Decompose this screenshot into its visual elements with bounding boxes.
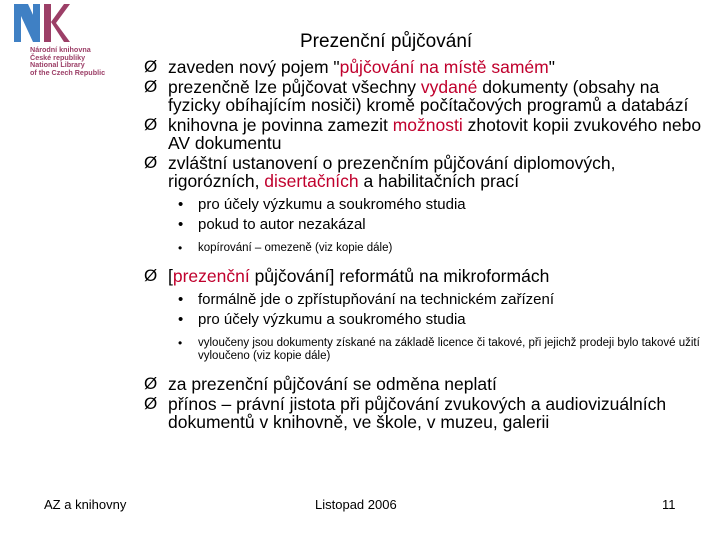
arrow-bullet-icon: Ø: [144, 394, 158, 413]
bullet-level2: [146, 196, 706, 214]
highlighted-text: půjčování na místě samém: [339, 57, 549, 77]
bullet-text: ": [548, 57, 555, 77]
bullet-text: pokud to autor nezakázal: [198, 216, 366, 233]
dot-bullet-icon: •: [178, 291, 184, 308]
bullet-level1: [146, 58, 706, 76]
dot-bullet-icon: •: [178, 196, 184, 213]
highlighted-text: možnosti: [392, 115, 463, 135]
bullet-text: prezenčně lze půjčovat všechny: [168, 77, 421, 97]
logo: [14, 2, 134, 102]
footer-left: AZ a knihovny: [44, 497, 127, 512]
footer-center: Listopad 2006: [315, 497, 397, 512]
arrow-bullet-icon: Ø: [144, 115, 158, 134]
bullet-text: zaveden nový pojem ": [168, 57, 340, 77]
dot-bullet-icon: •: [178, 336, 183, 350]
logo-nk-icon: [14, 2, 70, 44]
highlighted-text: vydané: [420, 77, 478, 97]
page-title: Prezenční půjčování: [300, 31, 473, 52]
arrow-bullet-icon: Ø: [144, 153, 158, 172]
arrow-bullet-icon: Ø: [144, 77, 158, 96]
arrow-bullet-icon: Ø: [144, 266, 158, 285]
bullet-level2: [146, 291, 706, 309]
bullet-level1: [146, 154, 706, 190]
bullet-level1: [146, 375, 706, 393]
bullet-text: za prezenční půjčování se odměna neplatí: [168, 374, 497, 394]
bullet-list: [146, 58, 706, 433]
bullet-text: vyloučeny jsou dokumenty získané na základě licence či takové, při jejichž prodeji bylo takové užití vyloučeno (viz kopie dále): [198, 337, 700, 362]
bullet-text: pro účely výzkumu a soukromého studia: [198, 196, 466, 213]
highlighted-text: disertačních: [264, 171, 359, 191]
bullet-level1: [146, 116, 706, 152]
bullet-text: [: [168, 266, 173, 286]
page-number: 11: [662, 497, 676, 512]
bullet-text: a habilitačních prací: [358, 171, 520, 191]
bullet-text: dokumenty (obsahy na fyzicky obíhajícím nosiči) kromě počítačových programů a databází: [168, 77, 689, 115]
arrow-bullet-icon: Ø: [144, 57, 158, 76]
bullet-text: knihovna je povinna zamezit: [168, 115, 393, 135]
dot-bullet-icon: •: [178, 216, 184, 233]
bullet-level3: [146, 337, 706, 363]
bullet-level3: [146, 242, 706, 255]
dot-bullet-icon: •: [178, 311, 184, 328]
highlighted-text: prezenční: [172, 266, 250, 286]
bullet-level1: [146, 395, 706, 431]
arrow-bullet-icon: Ø: [144, 374, 158, 393]
logo-text: Národní knihovna České republiky National Library of the Czech Republic: [30, 45, 106, 77]
bullet-text: zvláštní ustanovení o prezenčním půjčování diplomových, rigorózních,: [168, 153, 616, 191]
bullet-level2: [146, 216, 706, 234]
bullet-level1: [146, 267, 706, 285]
bullet-level2: [146, 311, 706, 329]
bullet-level1: [146, 78, 706, 114]
bullet-text: pro účely výzkumu a soukromého studia: [198, 311, 466, 328]
bullet-text: půjčování] reformátů na mikroformách: [249, 266, 550, 286]
bullet-text: přínos – právní jistota při půjčování zvukových a audiovizuálních dokumentů v knihovně, ve škole, v muzeu, galerii: [168, 394, 667, 432]
bullet-text: zhotovit kopii zvukového nebo AV dokumentu: [168, 115, 702, 153]
bullet-text: formálně jde o zpřístupňování na technickém zařízení: [198, 291, 555, 308]
bullet-text: kopírování – omezeně (viz kopie dále): [198, 242, 393, 254]
dot-bullet-icon: •: [178, 241, 183, 255]
